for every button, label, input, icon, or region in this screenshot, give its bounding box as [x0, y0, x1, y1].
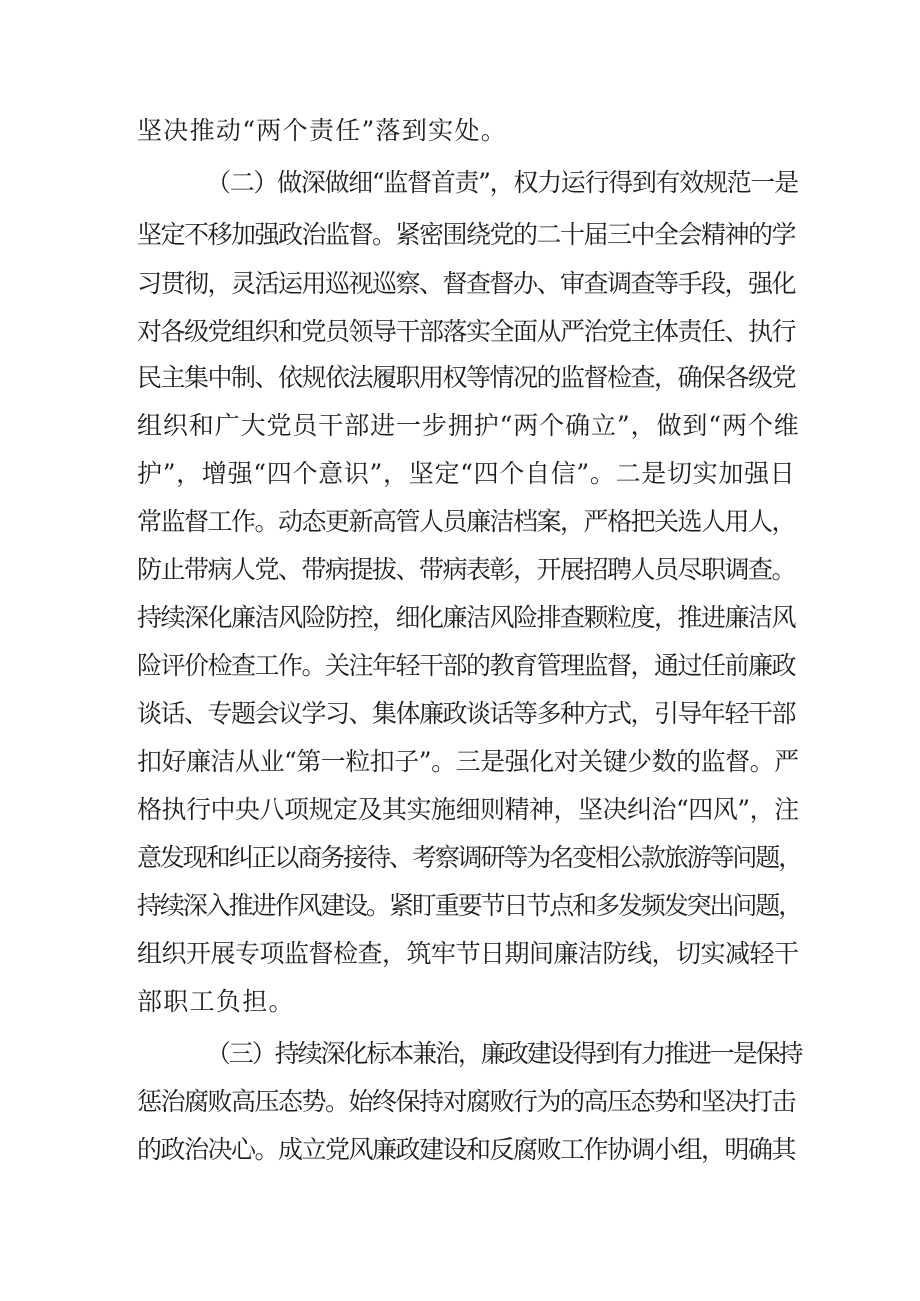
section-heading-line: （三）持续深化标本兼治，廉政建设得到有力推进一是保持 — [206, 1039, 802, 1068]
paragraph-line: 坚决推动“两个责任”落到实处。 — [137, 116, 508, 145]
paragraph-line: 谈话、专题会议学习、集体廉政谈话等多种方式，引导年轻干部 — [137, 699, 796, 728]
paragraph-line: 组织开展专项监督检查，筑牢节日期间廉洁防线，切实减轻干 — [137, 939, 799, 968]
paragraph-line: 持续深入推进作风建设。紧盯重要节日节点和多发频发突出问题， — [137, 891, 802, 920]
paragraph-line: 意发现和纠正以商务接待、考察调研等为名变相公款旅游等问题， — [137, 843, 802, 872]
paragraph-line: 部职工负担。 — [137, 987, 295, 1016]
paragraph-line: 持续深化廉洁风险防控，细化廉洁风险排查颗粒度，推进廉洁风 — [137, 603, 796, 632]
paragraph-line: 常监督工作。动态更新高管人员廉洁档案，严格把关选人用人， — [137, 507, 796, 536]
section-heading-line: （二）做深做细“监督首责”，权力运行得到有效规范一是 — [206, 168, 798, 197]
paragraph-line: 防止带病人党、带病提拔、带病表彰，开展招聘人员尽职调查。 — [137, 555, 796, 584]
paragraph-line: 习贯彻，灵活运用巡视巡察、督查督办、审查调查等手段，强化 — [137, 269, 796, 298]
paragraph-line: 坚定不移加强政治监督。紧密围绕党的二十届三中全会精神的学 — [137, 220, 796, 249]
paragraph-line: 对各级党组织和党员领导干部落实全面从严治党主体责任、执行 — [137, 317, 796, 346]
paragraph-line: 护”，增强“四个意识”，坚定“四个自信”。二是切实加强日 — [137, 459, 796, 488]
paragraph-line: 组织和广大党员干部进一步拥护“两个确立”，做到“两个维 — [137, 411, 800, 440]
paragraph-line: 惩治腐败高压态势。始终保持对腐败行为的高压态势和坚决打击 — [137, 1087, 796, 1116]
paragraph-line: 民主集中制、依规依法履职用权等情况的监督检查，确保各级党 — [137, 363, 796, 392]
paragraph-line: 扣好廉洁从业“第一粒扣子”。三是强化对关键少数的监督。严 — [137, 747, 799, 776]
paragraph-line: 险评价检查工作。关注年轻干部的教育管理监督，通过任前廉政 — [137, 651, 796, 680]
paragraph-line: 格执行中央八项规定及其实施细则精神，坚决纠治“四风”，注 — [137, 795, 799, 824]
paragraph-line: 的政治决心。成立党风廉政建设和反腐败工作协调小组，明确其 — [137, 1135, 796, 1164]
